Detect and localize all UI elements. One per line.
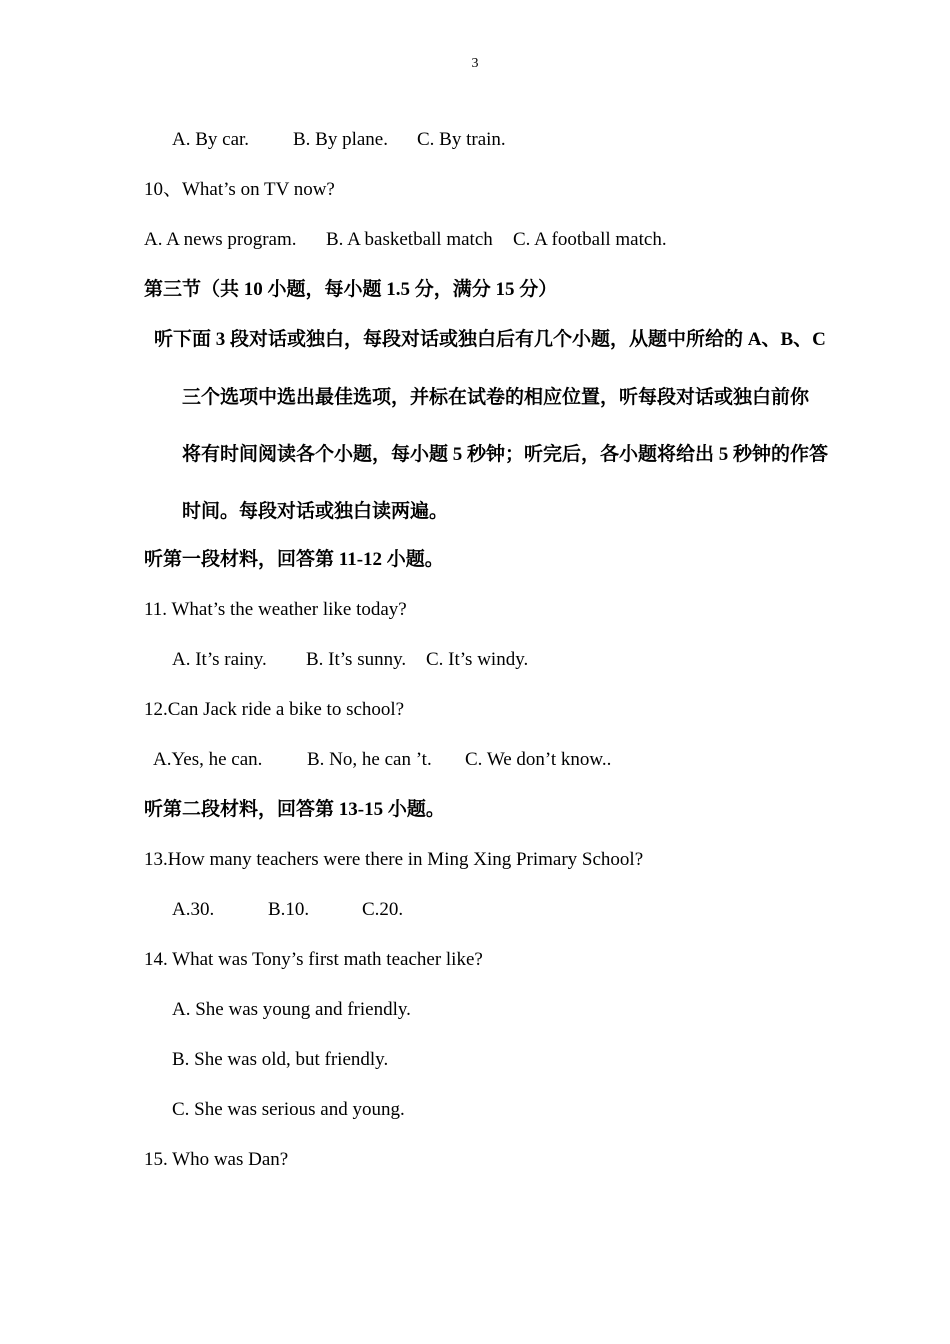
q10-options [144,228,667,252]
q13-options [172,898,403,922]
q12-question: 12.Can Jack ride a bike to school? [144,699,405,720]
q9-option-a: A. By car. [172,129,250,150]
q12-option-c: C. We don’t know.. [465,749,612,770]
q14-question: 14. What was Tony’s first math teacher like? [144,949,483,970]
page-number: 3 [471,56,479,71]
q11-question: 11. What’s the weather like today? [144,599,407,620]
q11-options [172,648,528,672]
q10-option-b: B. A basketball match [326,229,493,250]
q11-option-a: A. It’s rainy. [172,649,267,670]
q10-option-a: A. A news program. [144,229,297,250]
q9-option-c: C. By train. [417,129,506,150]
passage2-heading: 听第二段材料，回答第 13-15 小题。 [144,799,445,820]
q13-question: 13.How many teachers were there in Ming Xing Primary School? [144,849,644,870]
q13-option-b: B.10. [268,899,310,920]
q14-option-a: A. She was young and friendly. [172,999,411,1020]
q14-option-b: B. She was old, but friendly. [172,1049,389,1070]
q14-option-c: C. She was serious and young. [172,1099,405,1120]
q12-options [153,748,611,772]
section3-instruction-line4: 时间。每段对话或独白读两遍。 [182,501,449,522]
q15-question: 15. Who was Dan? [144,1149,289,1170]
passage1-heading: 听第一段材料，回答第 11-12 小题。 [144,549,444,570]
q13-option-a: A.30. [172,899,215,920]
q12-option-b: B. No, he can ’t. [307,749,432,770]
q9-options [172,128,506,152]
section3-heading: 第三节（共 10 小题，每小题 1.5 分，满分 15 分） [144,279,558,300]
q12-option-a: A.Yes, he can. [153,749,263,770]
section3-instruction-line1: 听下面 3 段对话或独白，每段对话或独白后有几个小题，从题中所给的 A、B、C [154,329,826,350]
q9-option-b: B. By plane. [293,129,388,150]
q10-question: 10、What’s on TV now? [144,179,335,200]
q11-option-b: B. It’s sunny. [306,649,407,670]
section3-instruction-line3: 将有时间阅读各个小题，每小题 5 秒钟；听完后，各小题将给出 5 秒钟的作答 [182,444,829,465]
q13-option-c: C.20. [362,899,404,920]
q11-option-c: C. It’s windy. [426,649,529,670]
q10-option-c: C. A football match. [513,229,667,250]
section3-instruction-line2: 三个选项中选出最佳选项，并标在试卷的相应位置，听每段对话或独白前你 [182,387,810,408]
